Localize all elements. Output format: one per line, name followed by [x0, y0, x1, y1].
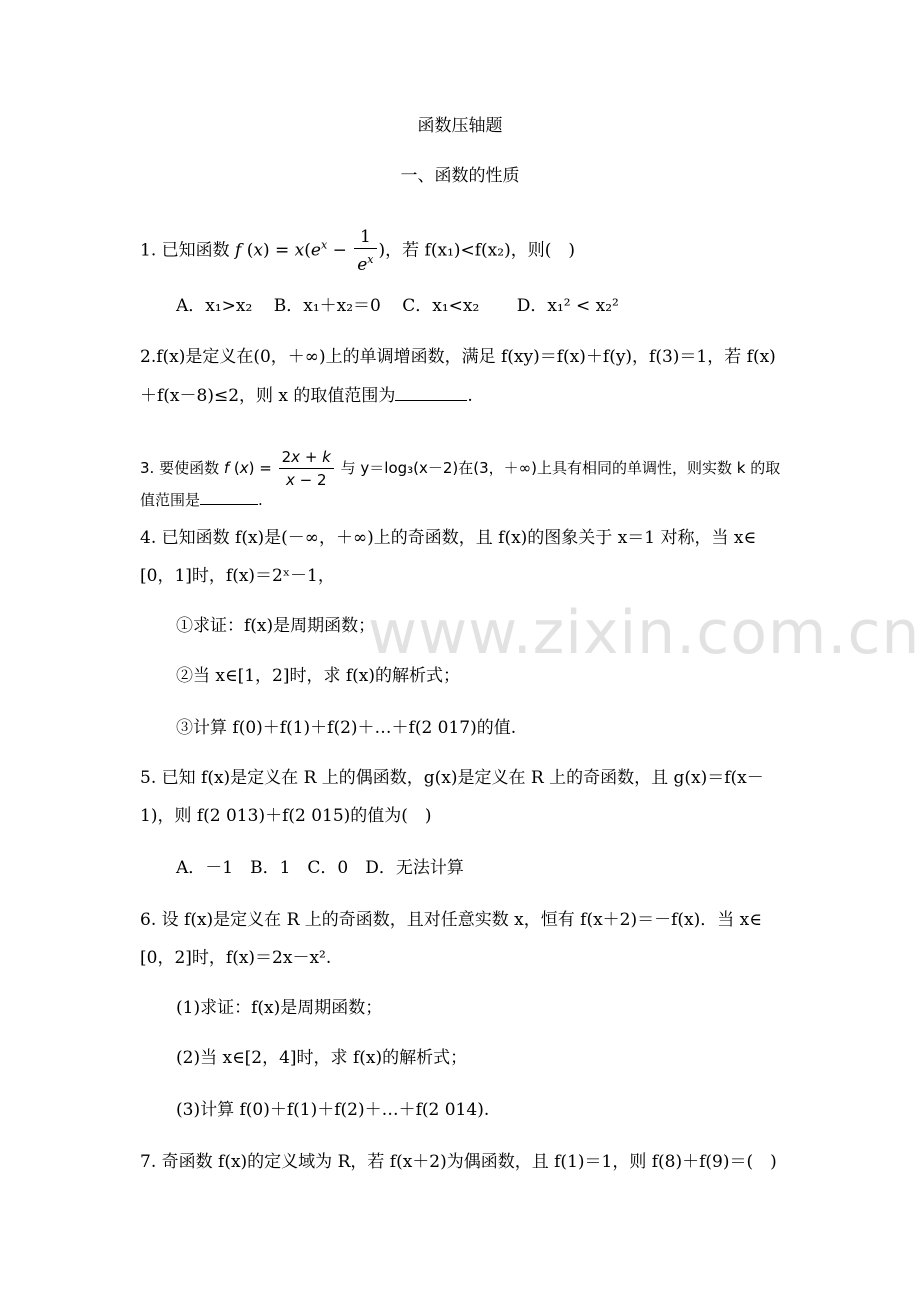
q4-item-2: ②当 x∈[1，2]时，求 f(x)的解析式；	[176, 666, 461, 686]
section-heading: 一、函数的性质	[400, 166, 520, 186]
question-1: 1. 已知函数 f $(x) = x(e^x$ − $\frac{1}{e^x}$ )，若 f(x₁)<f(x₂)，则( )	[140, 227, 575, 275]
q6-line-1: 6. 设 f(x)是定义在 R 上的奇函数，且对任意实数 x，恒有 f(x＋2)＝－f(x)．当 x∈	[140, 910, 762, 930]
q6-item-2: (2)当 x∈[2，4]时，求 f(x)的解析式；	[176, 1048, 468, 1068]
q6-item-1: (1)求证：f(x)是周期函数；	[176, 998, 383, 1018]
q5-options: A．－1 B．1 C．0 D．无法计算	[176, 858, 464, 878]
q1-option-a: A．x₁>x₂	[176, 296, 253, 316]
q2-line-2: ＋f(x－8)≤2，则 x 的取值范围为 .	[140, 386, 473, 406]
answer-blank	[395, 386, 467, 401]
q1-fraction: $\frac{1}{e^x}$	[354, 226, 376, 276]
q7-line-1: 7. 奇函数 f(x)的定义域为 R，若 f(x＋2)为偶函数，且 f(1)＝1，则 f(8)＋f(9)＝( )	[140, 1152, 777, 1172]
q1-option-b: B．x₁＋x₂＝0	[273, 296, 381, 316]
q1-option-c: C．x₁<x₂	[402, 296, 480, 316]
q1-option-d: D．x₁² < x₂²	[516, 296, 619, 316]
q4-line-1: 4. 已知函数 f(x)是(－∞，＋∞)上的奇函数，且 f(x)的图象关于 x＝1 对称，当 x∈	[140, 528, 757, 548]
q4-item-1: ①求证：f(x)是周期函数；	[176, 616, 376, 636]
q6-item-3: (3)计算 f(0)＋f(1)＋f(2)＋…＋f(2 014).	[176, 1100, 490, 1120]
q5-line-1: 5. 已知 f(x)是定义在 R 上的偶函数，g(x)是定义在 R 上的奇函数，且 g(x)＝f(x－	[140, 768, 764, 788]
watermark: www.zixin.com.cn	[368, 598, 920, 668]
q3-fraction: $\frac{2x + k}{x - 2}$	[279, 446, 334, 491]
q3-line-2: 值范围是 .	[140, 491, 263, 509]
q5-line-2: 1)，则 f(2 013)＋f(2 015)的值为( )	[140, 806, 432, 826]
question-3: 3. 要使函数 f (x) = $\frac{2x + k}{x - 2}$ 与 y＝log₃(x－2)在(3，＋∞)上具有相同的单调性，则实数 k 的取	[140, 448, 781, 489]
q1-options	[176, 294, 619, 318]
answer-blank	[200, 490, 258, 505]
q6-line-2: [0，2]时，f(x)＝2x－x².	[140, 948, 332, 968]
q3-tail: 与 y＝log₃(x－2)在(3，＋∞)上具有相同的单调性，则实数 k 的取	[335, 459, 781, 477]
q4-line-2: [0，1]时，f(x)＝2ˣ－1，	[140, 566, 335, 586]
q2-line-1: 2.f(x)是定义在(0，＋∞)上的单调增函数，满足 f(xy)＝f(x)＋f(y)，f(3)＝1，若 f(x)	[140, 347, 776, 367]
q1-formula: f	[235, 240, 242, 261]
q4-item-3: ③计算 f(0)＋f(1)＋f(2)＋…＋f(2 017)的值.	[176, 718, 517, 738]
document-title: 函数压轴题	[417, 116, 503, 136]
q1-tail: ，若 f(x₁)<f(x₂)，则( )	[385, 240, 575, 261]
q3-lead: 3. 要使函数	[140, 459, 224, 477]
q1-lead: 1. 已知函数	[140, 240, 236, 261]
